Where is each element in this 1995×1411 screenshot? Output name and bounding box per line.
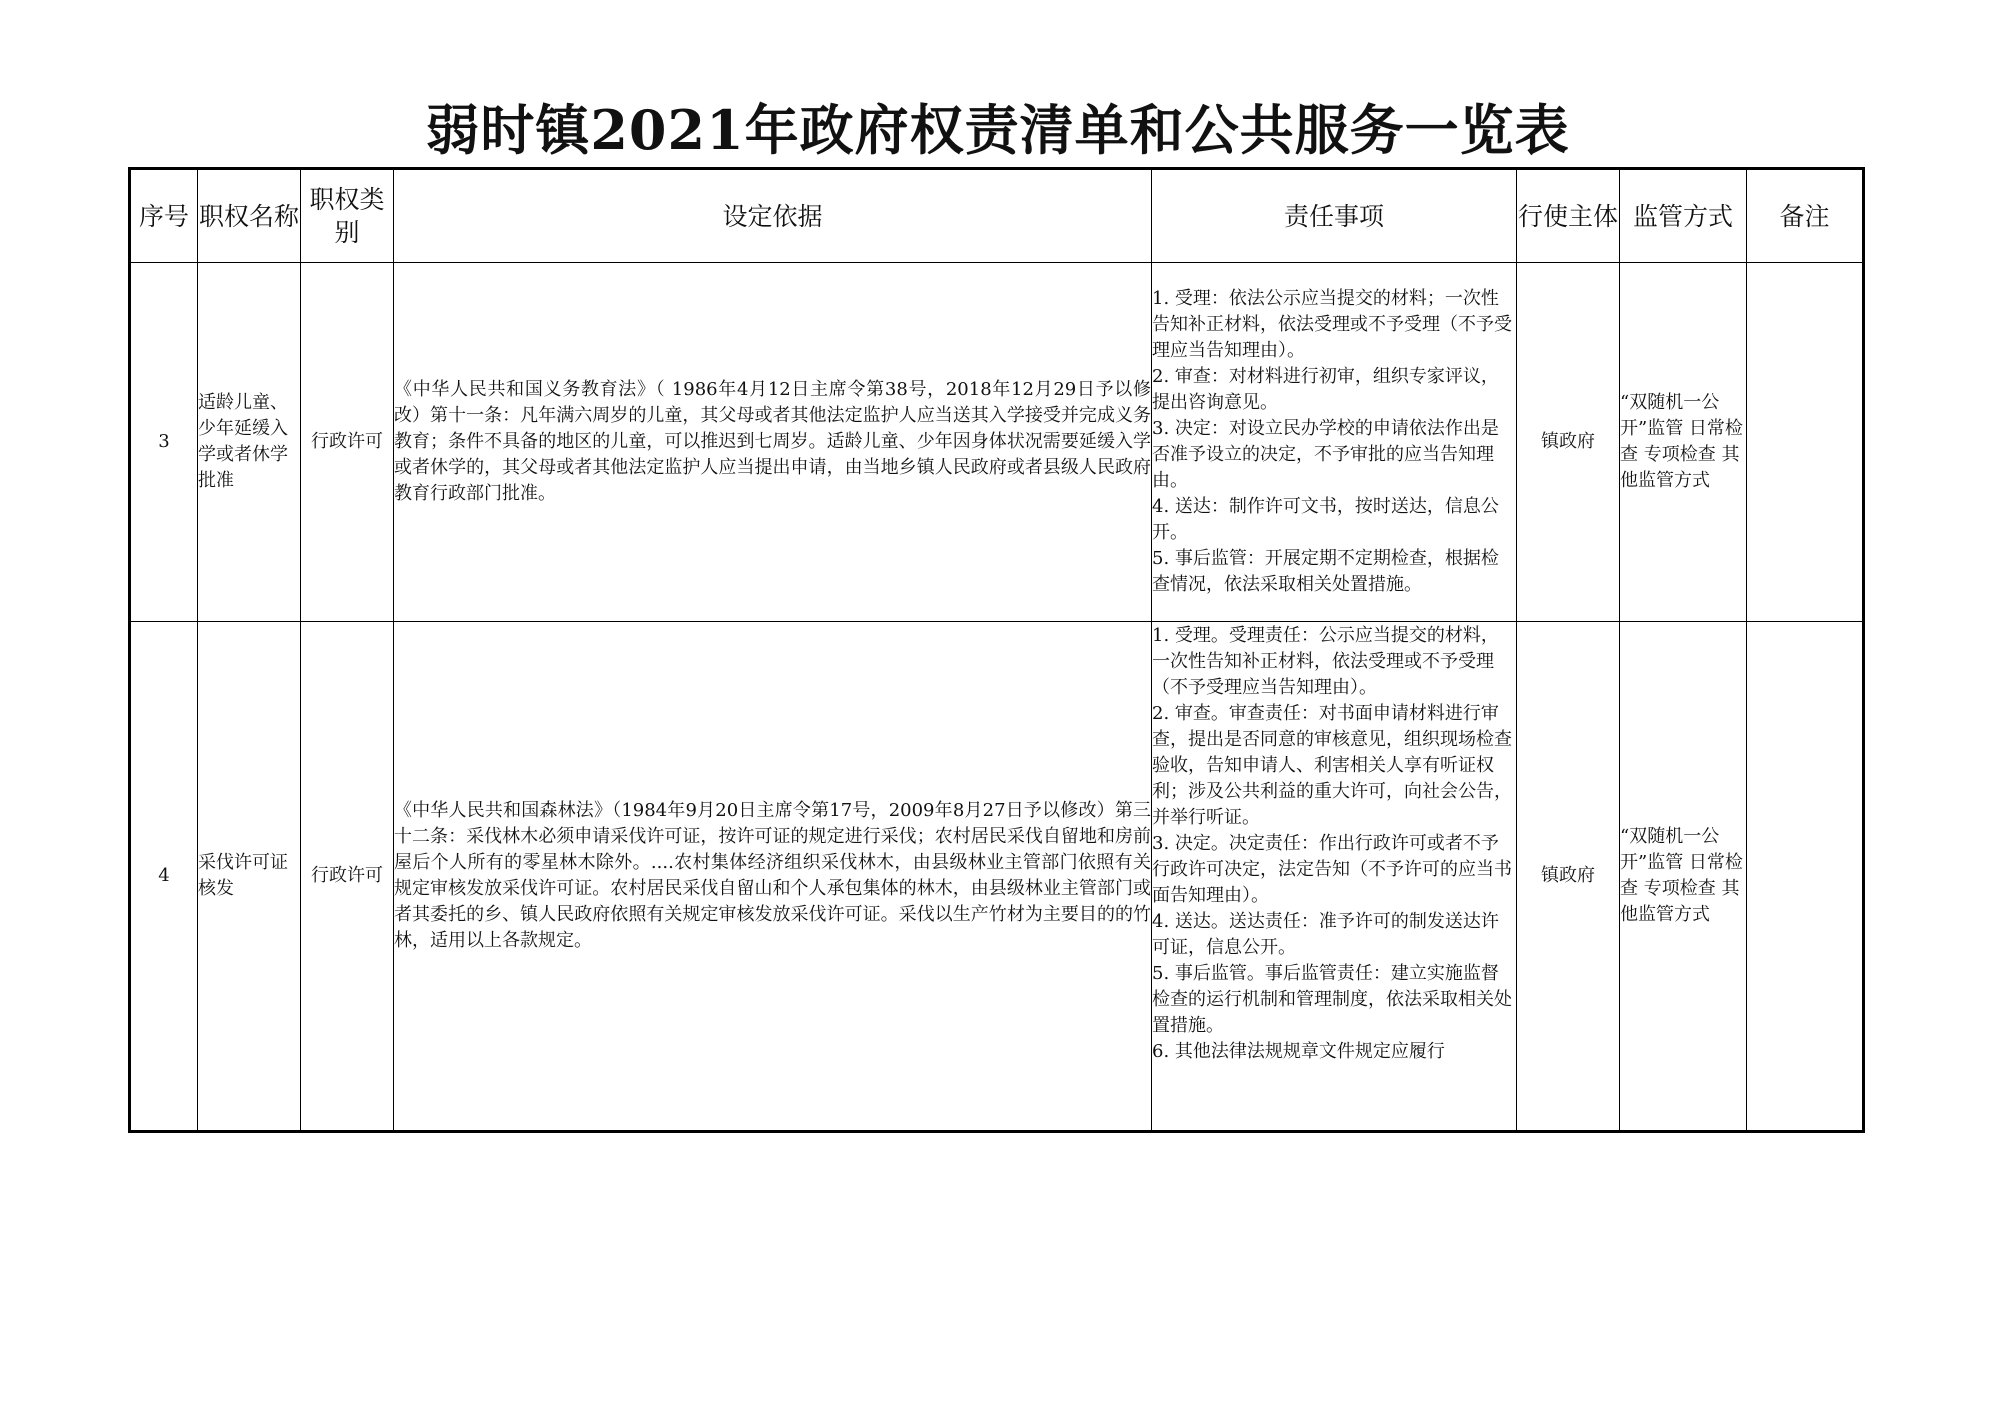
authority-table bbox=[128, 167, 1865, 1133]
table-header-row bbox=[130, 169, 1864, 263]
header-subject: 行使主体 bbox=[1517, 169, 1620, 263]
header-basis: 设定依据 bbox=[394, 169, 1152, 263]
row-authority-type: 行政许可 bbox=[301, 263, 394, 622]
header-name: 职权名称 bbox=[198, 169, 301, 263]
row-legal-basis: 《中华人民共和国森林法》（1984年9月20日主席令第17号，2009年8月27日予以修改）第三十二条：采伐林木必须申请采伐许可证，按许可证的规定进行采伐；农村居民采伐自留地和房前屋后个人所有的零星林木除外。....农村集体经济组织采伐林木，由县级林业主管部门依照有关规定审核发放采伐许可证。农村居民采伐自留山和个人承包集体的林木，由县级林业主管部门或者其委托的乡、镇人民政府依照有关规定审核发放采伐许可证。采伐以生产竹材为主要目的的竹林，适用以上各款规定。 bbox=[394, 622, 1152, 1132]
header-supervision: 监管方式 bbox=[1620, 169, 1747, 263]
responsibility-item: 1. 受理。受理责任：公示应当提交的材料，一次性告知补正材料，依法受理或不予受理（不予受理应当告知理由）。 bbox=[1152, 625, 1499, 698]
row-remark bbox=[1747, 622, 1864, 1132]
row-seq: 4 bbox=[130, 622, 198, 1132]
table-row bbox=[130, 263, 1864, 622]
table-row bbox=[130, 622, 1864, 1132]
row-supervision: “双随机一公开”监管 日常检查 专项检查 其他监管方式 bbox=[1620, 622, 1747, 1132]
responsibility-item: 2. 审查。审查责任：对书面申请材料进行审查，提出是否同意的审核意见，组织现场检查验收，告知申请人、利害相关人享有听证权利；涉及公共利益的重大许可，向社会公告，并举行听证。 bbox=[1152, 703, 1512, 828]
responsibility-item: 4. 送达：制作许可文书，按时送达，信息公开。 bbox=[1152, 496, 1499, 543]
responsibility-item: 1. 受理：依法公示应当提交的材料；一次性告知补正材料，依法受理或不予受理（不予受理应当告知理由）。 bbox=[1152, 288, 1512, 361]
row-supervision: “双随机一公开”监管 日常检查 专项检查 其他监管方式 bbox=[1620, 263, 1747, 622]
responsibility-item: 5. 事后监管。事后监管责任：建立实施监督检查的运行机制和管理制度，依法采取相关处置措施。 bbox=[1152, 963, 1512, 1036]
row-authority-name: 采伐许可证核发 bbox=[198, 622, 301, 1132]
row-responsibility bbox=[1152, 263, 1517, 622]
responsibility-item: 4. 送达。送达责任：准予许可的制发送达许可证，信息公开。 bbox=[1152, 911, 1499, 958]
row-responsibility bbox=[1152, 622, 1517, 1132]
header-responsibility: 责任事项 bbox=[1152, 169, 1517, 263]
responsibility-item: 2. 审查：对材料进行初审，组织专家评议，提出咨询意见。 bbox=[1152, 366, 1499, 413]
responsibility-item: 5. 事后监管：开展定期不定期检查，根据检查情况，依法采取相关处置措施。 bbox=[1152, 548, 1499, 595]
row-subject: 镇政府 bbox=[1517, 622, 1620, 1132]
responsibility-item: 3. 决定。决定责任：作出行政许可或者不予行政许可决定，法定告知（不予许可的应当书面告知理由）。 bbox=[1152, 833, 1512, 906]
row-subject: 镇政府 bbox=[1517, 263, 1620, 622]
row-authority-name: 适龄儿童、少年延缓入学或者休学批准 bbox=[198, 263, 301, 622]
header-remark: 备注 bbox=[1747, 169, 1864, 263]
row-legal-basis: 《中华人民共和国义务教育法》（ 1986年4月12日主席令第38号，2018年12月29日予以修改）第十一条：凡年满六周岁的儿童，其父母或者其他法定监护人应当送其入学接受并完成义务教育；条件不具备的地区的儿童，可以推迟到七周岁。适龄儿童、少年因身体状况需要延缓入学或者休学的，其父母或者其他法定监护人应当提出申请，由当地乡镇人民政府或者县级人民政府教育行政部门批准。 bbox=[394, 263, 1152, 622]
row-authority-type: 行政许可 bbox=[301, 622, 394, 1132]
header-seq: 序号 bbox=[130, 169, 198, 263]
page-title: 弱时镇2021年政府权责清单和公共服务一览表 bbox=[425, 98, 1570, 162]
responsibility-item: 6. 其他法律法规规章文件规定应履行 bbox=[1152, 1041, 1445, 1062]
row-remark bbox=[1747, 263, 1864, 622]
responsibility-item: 3. 决定：对设立民办学校的申请依法作出是否准予设立的决定，不予审批的应当告知理由。 bbox=[1152, 418, 1499, 491]
header-type: 职权类别 bbox=[301, 169, 394, 263]
row-seq: 3 bbox=[130, 263, 198, 622]
